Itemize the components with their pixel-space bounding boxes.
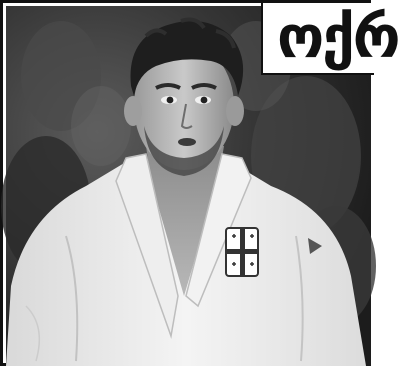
headline-box [261, 3, 398, 75]
headline-text: ოქრ [277, 3, 398, 71]
